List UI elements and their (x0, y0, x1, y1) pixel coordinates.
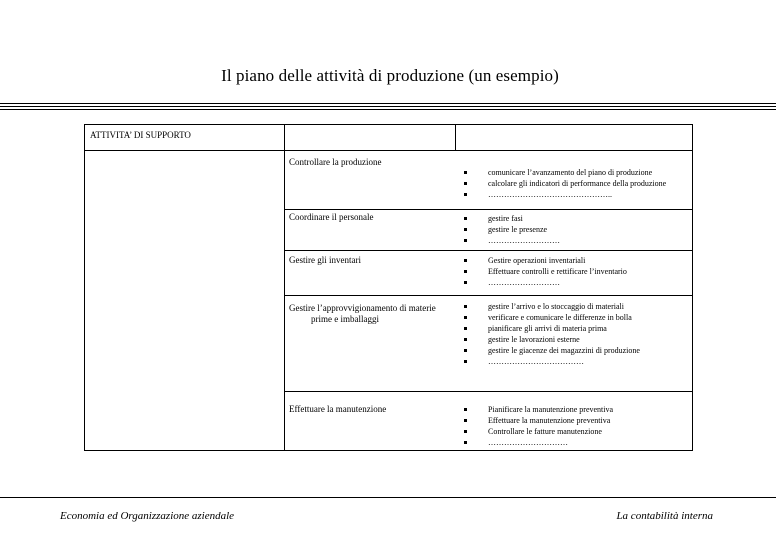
column-divider (284, 125, 285, 450)
list-item: Pianificare la manutenzione preventiva (463, 404, 613, 415)
title-rule-bottom (0, 109, 776, 110)
list-item: gestire le presenze (463, 224, 560, 235)
activity-label-text: Gestire l’approvvigionamento di materie (289, 303, 436, 313)
activity-label-text: Effettuare la manutenzione (289, 404, 387, 414)
list-item: gestire l’arrivo e lo stoccaggio di materiali (463, 301, 640, 312)
list-item: comunicare l’avanzamento del piano di produzione (463, 167, 666, 178)
activity-label (289, 404, 459, 415)
column-divider-header (455, 125, 456, 150)
task-list (463, 301, 640, 367)
activity-label-text: Coordinare il personale (289, 212, 374, 222)
list-item: ……………………… (463, 277, 627, 288)
list-item: ……………………………………….. (463, 189, 666, 200)
task-list (463, 255, 627, 288)
row-divider (284, 250, 692, 251)
list-item: Controllare le fatture manutenzione (463, 426, 613, 437)
task-list (463, 213, 560, 246)
row-divider (284, 391, 692, 392)
table-header-rule (85, 150, 692, 151)
support-activities-table (84, 124, 693, 451)
list-item: ……………………………… (463, 356, 640, 367)
footer-rule (0, 497, 776, 498)
task-list (463, 404, 613, 448)
activity-label-text: Controllare la produzione (289, 157, 382, 167)
title-rule-top (0, 103, 776, 104)
table-header-label: ATTIVITA’ DI SUPPORTO (90, 130, 191, 140)
activity-label (289, 212, 459, 223)
list-item: ………………………… (463, 437, 613, 448)
list-item: Gestire operazioni inventariali (463, 255, 627, 266)
row-divider (284, 209, 692, 210)
list-item: verificare e comunicare le differenze in bolla (463, 312, 640, 323)
activity-label-continuation: prime e imballaggi (311, 314, 379, 324)
list-item: gestire le lavorazioni esterne (463, 334, 640, 345)
list-item: gestire le giacenze dei magazzini di produzione (463, 345, 640, 356)
activity-label (289, 157, 459, 168)
activity-label (289, 255, 459, 266)
list-item: gestire fasi (463, 213, 560, 224)
list-item: Effettuare controlli e rettificare l’inventario (463, 266, 627, 277)
list-item: calcolare gli indicatori di performance della produzione (463, 178, 666, 189)
task-list (463, 167, 666, 200)
row-divider (284, 295, 692, 296)
footer-section-title: La contabilità interna (616, 510, 713, 522)
list-item: Effettuare la manutenzione preventiva (463, 415, 613, 426)
title-rule-middle (0, 106, 776, 107)
footer-course-title: Economia ed Organizzazione aziendale (60, 510, 235, 522)
list-item: pianificare gli arrivi di materia prima (463, 323, 640, 334)
activity-label (289, 303, 459, 325)
activity-label-text: Gestire gli inventari (289, 255, 361, 265)
slide-title: Il piano delle attività di produzione (un esempio) (221, 66, 559, 85)
list-item: ……………………… (463, 235, 560, 246)
